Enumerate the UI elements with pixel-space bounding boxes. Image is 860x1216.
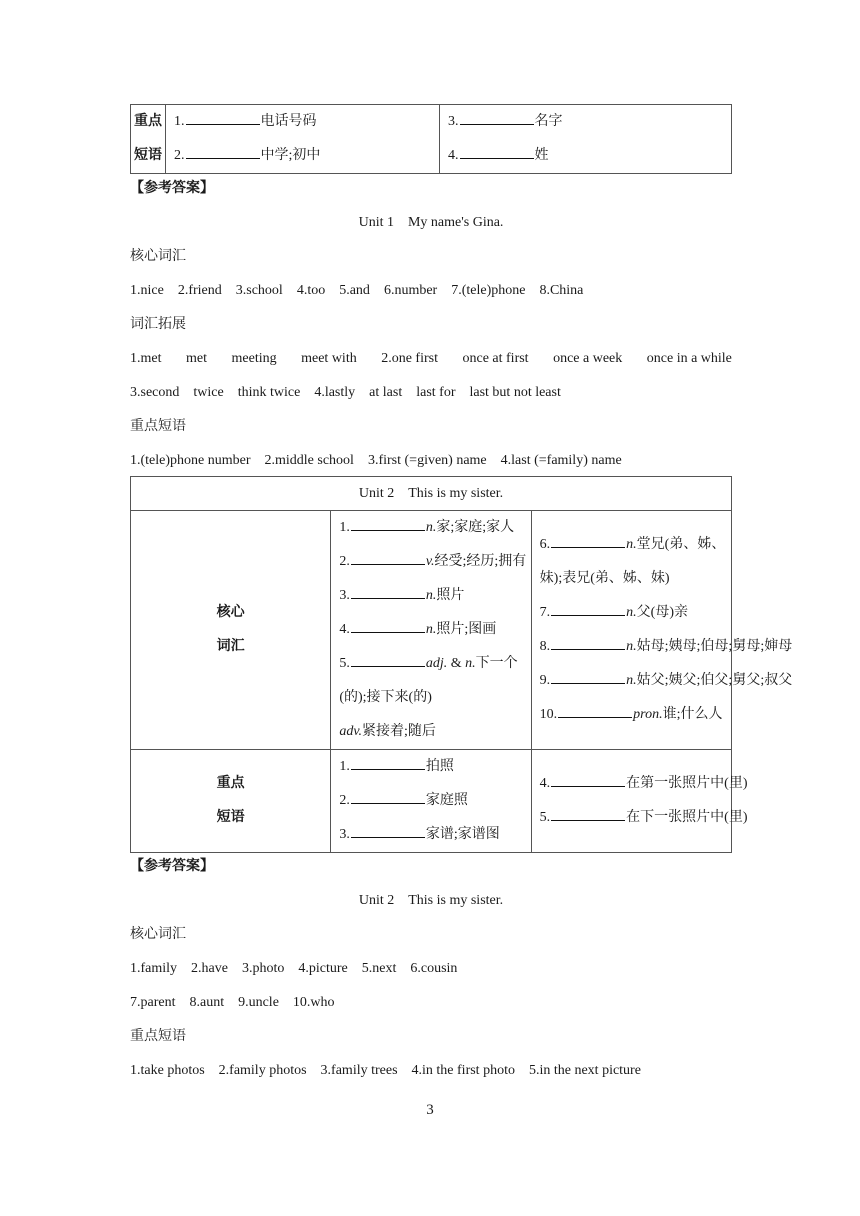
vocab-item: 7. n.父(母)亲 bbox=[540, 596, 727, 630]
answer-blank[interactable] bbox=[351, 617, 425, 633]
unit2-table bbox=[130, 476, 793, 853]
vocab-item: 6. n.堂兄(弟、姊、妹);表兄(弟、姊、妹) bbox=[540, 528, 727, 596]
phrase-item: 2. 中学;初中 bbox=[174, 139, 435, 173]
answer-blank[interactable] bbox=[351, 515, 425, 531]
label-line: 词汇 bbox=[216, 639, 245, 654]
phrase-answers: 1.(tele)phone number 2.middle school 3.first (=given) name 4.last (=family) name bbox=[130, 453, 622, 468]
answer-blank[interactable] bbox=[351, 651, 425, 667]
unit-title: Unit 1 My name's Gina. bbox=[358, 215, 504, 230]
answer-blank[interactable] bbox=[551, 771, 625, 787]
phrase-label bbox=[131, 750, 331, 853]
phrase-item: 3. 家谱;家谱图 bbox=[339, 818, 526, 852]
vocab-item: 9. n.姑父;姨父;伯父;舅父;叔父 bbox=[540, 664, 727, 698]
phrase-item: 1. 电话号码 bbox=[174, 105, 435, 139]
unit1-answers bbox=[130, 172, 732, 478]
answer-blank[interactable] bbox=[551, 634, 625, 650]
answer-heading: 【参考答案】 bbox=[130, 181, 214, 196]
phrase-item: 1. 拍照 bbox=[339, 750, 526, 784]
section-label: 核心词汇 bbox=[130, 249, 186, 264]
phrase-item: 3. 名字 bbox=[448, 105, 727, 139]
vocab-item: adv.紧接着;随后 bbox=[339, 724, 436, 739]
section-label: 核心词汇 bbox=[130, 927, 186, 942]
vocab-item: 3. n.照片 bbox=[339, 579, 526, 613]
core-vocab-answers: 1.nice 2.friend 3.school 4.too 5.and 6.number 7.(tele)phone 8.China bbox=[130, 283, 584, 298]
answer-blank[interactable] bbox=[551, 668, 625, 684]
answer-blank[interactable] bbox=[186, 109, 260, 125]
vocab-item: 10. pron.谁;什么人 bbox=[540, 698, 727, 732]
phrase-right-column bbox=[531, 750, 748, 853]
vocab-item: 4. n.照片;图画 bbox=[339, 613, 526, 647]
core-vocab-label bbox=[131, 511, 331, 750]
answer-blank[interactable] bbox=[351, 788, 425, 804]
vocab-item: 1. n.家;家庭;家人 bbox=[339, 511, 526, 545]
core-vocab-left-column bbox=[331, 511, 531, 750]
answer-blank[interactable] bbox=[351, 754, 425, 770]
page-number: 3 bbox=[426, 1102, 434, 1118]
vocab-item: 2. v.经受;经历;拥有 bbox=[339, 545, 526, 579]
vocab-extension-line: 3.second twice think twice 4.lastly at last last for last but not least bbox=[130, 385, 561, 400]
vocab-extension-line: 1.met met meeting meet with 2.one first once at first once a week once in a while bbox=[130, 351, 732, 366]
label-line: 核心 bbox=[216, 605, 245, 620]
answer-blank[interactable] bbox=[351, 822, 425, 838]
core-vocab-right-column bbox=[531, 511, 793, 750]
label-line: 重点 bbox=[134, 114, 162, 129]
answer-blank[interactable] bbox=[351, 549, 425, 565]
answer-blank[interactable] bbox=[551, 600, 625, 616]
vocab-item: 8. n.姑母;姨母;伯母;舅母;婶母 bbox=[540, 630, 727, 664]
phrase-item: 4. 在第一张照片中(里) bbox=[540, 767, 727, 801]
section-label: 词汇拓展 bbox=[130, 317, 186, 332]
answer-blank[interactable] bbox=[351, 583, 425, 599]
phrase-label bbox=[131, 105, 166, 174]
phrase-right-column bbox=[440, 105, 732, 174]
label-line: 短语 bbox=[134, 148, 162, 163]
phrase-item: 2. 家庭照 bbox=[339, 784, 526, 818]
section-label: 重点短语 bbox=[130, 419, 186, 434]
vocab-item: 5. adj. & n.下一个(的);接下来(的) bbox=[339, 647, 526, 715]
phrase-left-column bbox=[166, 105, 440, 174]
label-line: 短语 bbox=[216, 810, 245, 825]
core-vocab-answers: 7.parent 8.aunt 9.uncle 10.who bbox=[130, 995, 335, 1010]
core-vocab-answers: 1.family 2.have 3.photo 4.picture 5.next 6.cousin bbox=[130, 961, 458, 976]
answer-blank[interactable] bbox=[558, 702, 632, 718]
phrase-item: 5. 在下一张照片中(里) bbox=[540, 801, 727, 835]
unit2-answers bbox=[130, 850, 732, 1088]
label-line: 重点 bbox=[216, 776, 245, 791]
phrase-answers: 1.take photos 2.family photos 3.family trees 4.in the first photo 5.in the next picture bbox=[130, 1063, 641, 1078]
unit1-phrase-table bbox=[130, 104, 732, 174]
answer-blank[interactable] bbox=[186, 143, 260, 159]
answer-blank[interactable] bbox=[460, 143, 534, 159]
answer-blank[interactable] bbox=[551, 532, 625, 548]
answer-blank[interactable] bbox=[460, 109, 534, 125]
answer-blank[interactable] bbox=[551, 805, 625, 821]
phrase-item: 4. 姓 bbox=[448, 139, 727, 173]
section-label: 重点短语 bbox=[130, 1029, 186, 1044]
unit2-table-title: Unit 2 This is my sister. bbox=[131, 477, 732, 511]
unit-title: Unit 2 This is my sister. bbox=[358, 893, 504, 908]
phrase-left-column bbox=[331, 750, 531, 853]
answer-heading: 【参考答案】 bbox=[130, 859, 214, 874]
